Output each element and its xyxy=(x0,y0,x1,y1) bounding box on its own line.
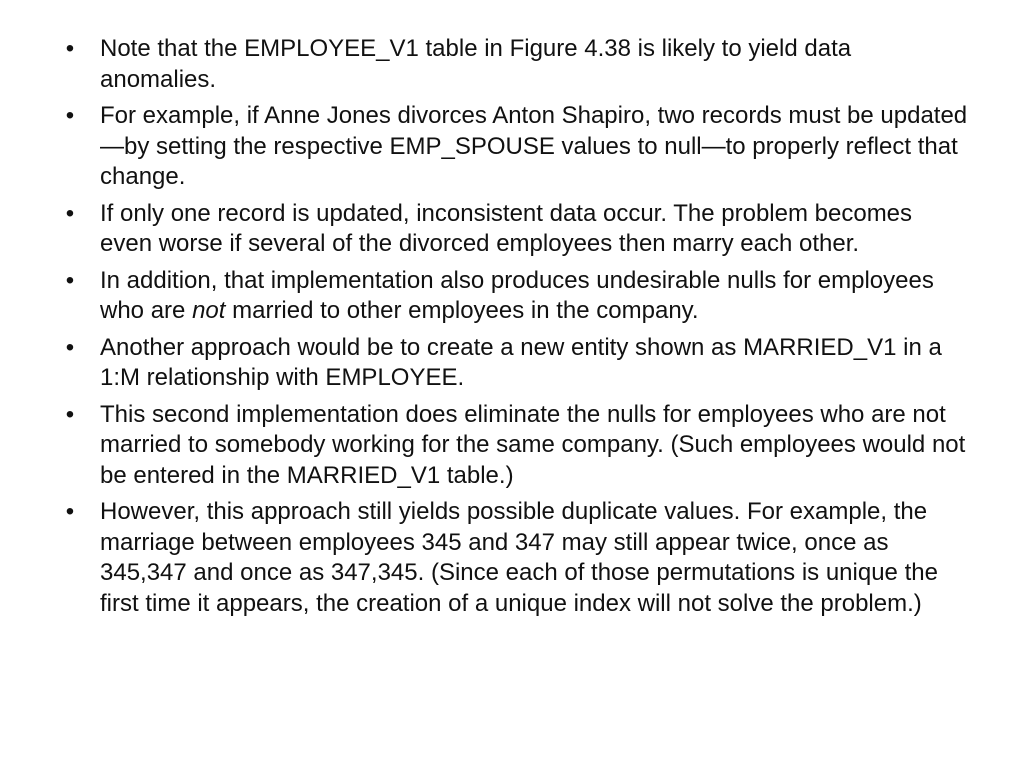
bullet-text: Note that the EMPLOYEE_V1 table in Figure 4.38 is likely to yield data anomalies. xyxy=(100,35,852,93)
bullet-text: This second implementation does eliminate the nulls for employees who are not married to somebody working for the same company. (Such employees would not be entered in the MARRIED_V1 table.) xyxy=(100,400,966,489)
emphasis-not: not xyxy=(192,297,226,324)
bullet-dot-icon: • xyxy=(65,266,75,294)
bullet-text: For example, if Anne Jones divorces Anton Shapiro, two records must be updated—by setting the respective EMP_SPOUSE values to null—to properly reflect that change. xyxy=(100,102,968,190)
bullet-item xyxy=(60,34,970,95)
bullet-item xyxy=(60,199,970,260)
bullet-text: In addition, that implementation also produces undesirable nulls for employees who are not married to other employees in the company. xyxy=(100,266,934,324)
bullet-list xyxy=(60,34,970,625)
bullet-dot-icon: • xyxy=(65,333,75,361)
bullet-item xyxy=(60,101,970,193)
bullet-dot-icon: • xyxy=(65,102,75,129)
bullet-dot-icon: • xyxy=(65,400,75,428)
bullet-text: If only one record is updated, inconsistent data occur. The problem becomes even worse if several of the divorced employees then marry each other. xyxy=(100,199,913,257)
bullet-text: Another approach would be to create a new entity shown as MARRIED_V1 in a 1:M relationship with EMPLOYEE. xyxy=(100,333,942,391)
bullet-dot-icon: • xyxy=(65,199,75,227)
bullet-item xyxy=(60,497,970,619)
bullet-text: However, this approach still yields possible duplicate values. For example, the marriage between employees 345 and 347 may still appear twice, once as 345,347 and once as 347,345. (Since each of those permutations is unique the first time it appears, the creation of a unique index will not solve the problem.) xyxy=(100,498,938,617)
bullet-item xyxy=(60,400,970,492)
bullet-item xyxy=(60,333,970,394)
bullet-dot-icon: • xyxy=(65,498,75,525)
bullet-dot-icon: • xyxy=(65,35,75,62)
bullet-item xyxy=(60,266,970,327)
